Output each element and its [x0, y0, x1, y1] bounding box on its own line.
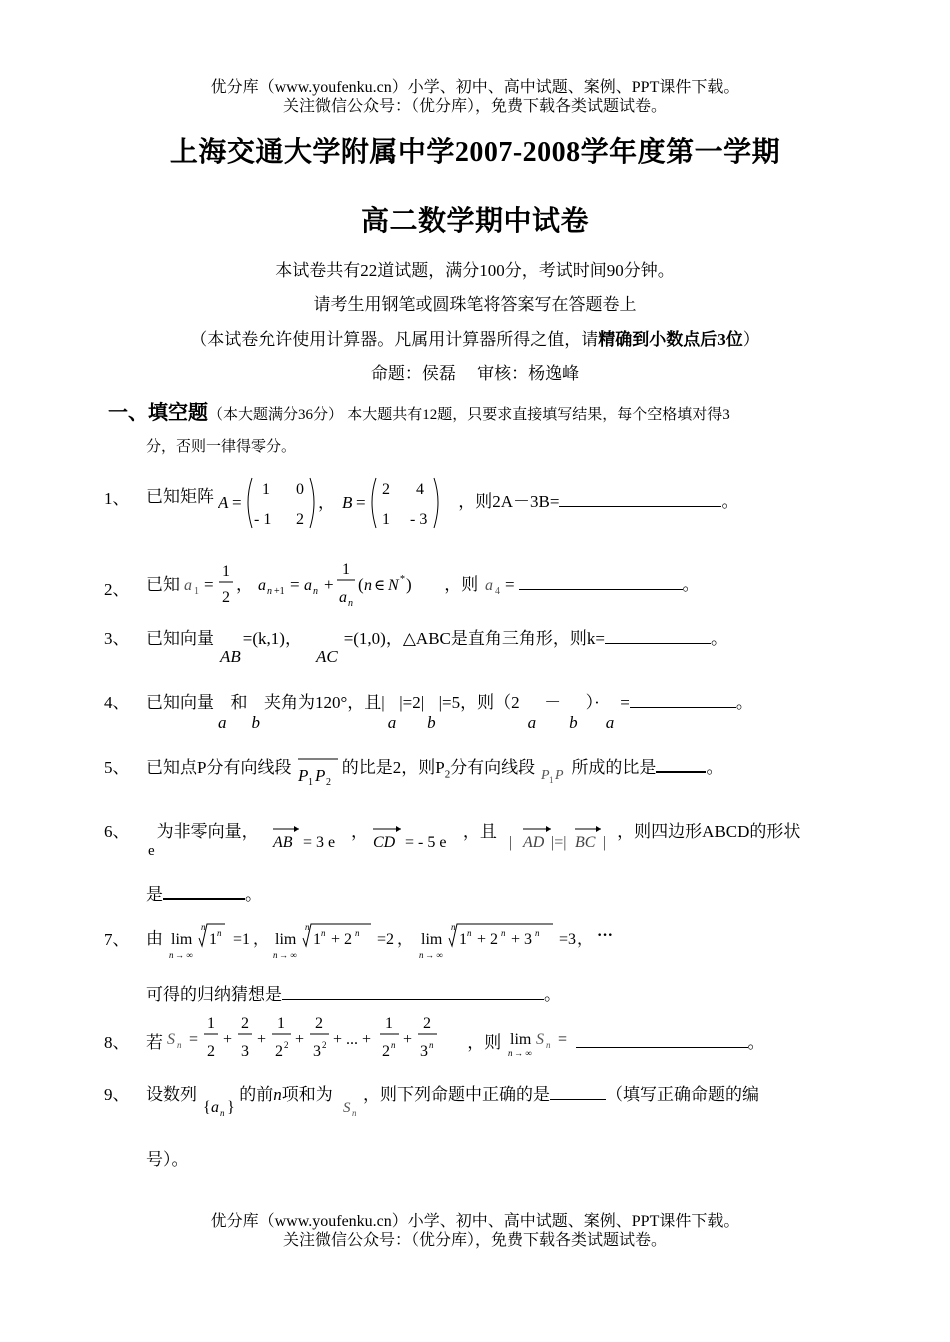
- q7-limits: [167, 914, 647, 964]
- q5-segment-pp1: [539, 753, 571, 793]
- q3-b: =(k,1)，: [242, 629, 302, 648]
- svg-text:1: 1: [194, 586, 200, 597]
- header-line-1: 优分库（www.youfenku.cn）小学、初中、高中试题、案例、PPT课件下载。: [210, 79, 740, 96]
- exam-authors: 命题：侯磊 审核：杨逸峰: [370, 364, 580, 383]
- exam-info-line-2: 请考生用钢笔或圆珠笔将答案写在答题卷上: [313, 295, 637, 314]
- svg-text:2: 2: [296, 511, 305, 528]
- q9-line-2: 号）。: [146, 1150, 189, 1169]
- q9-text: [146, 1080, 759, 1120]
- svg-text:n: n: [535, 928, 540, 938]
- q6-number: 6、: [104, 822, 130, 841]
- svg-text:=2: =2: [377, 931, 395, 948]
- q6-vec-e: e: [148, 843, 155, 859]
- svg-text:n: n: [364, 577, 373, 594]
- q2-text: [146, 558, 700, 614]
- svg-text:|: |: [509, 834, 513, 851]
- q1-answer-blank[interactable]: [559, 506, 721, 507]
- q6-text: [146, 817, 800, 861]
- q5-lead: 已知点P分有向线段: [146, 758, 292, 777]
- svg-text:lim: lim: [275, 931, 297, 948]
- page-subtitle: 高二数学期中试卷: [360, 206, 589, 237]
- q4-vec-a-2: a: [387, 713, 397, 732]
- svg-text:1: 1: [385, 1015, 394, 1032]
- q9-b: 的前: [239, 1085, 274, 1104]
- q9-n: n: [273, 1085, 282, 1104]
- q3-text: [146, 624, 728, 666]
- q5-d: 所成的比是: [571, 758, 657, 777]
- svg-text:S: S: [167, 1031, 176, 1048]
- q1-end: 。: [721, 491, 739, 511]
- svg-text:= - 5 e: = - 5 e: [404, 834, 447, 851]
- q5-sub-2: 2: [444, 768, 451, 781]
- q3-answer-blank[interactable]: [605, 643, 711, 644]
- svg-text:2: 2: [322, 1040, 327, 1050]
- svg-text:- 1: - 1: [254, 511, 272, 528]
- q3-vector-ac: AC: [315, 647, 338, 666]
- svg-text:2: 2: [382, 481, 391, 498]
- q4-end: 。: [735, 693, 753, 712]
- q4-text: [146, 688, 753, 732]
- svg-text:3: 3: [241, 1043, 250, 1060]
- svg-text:2: 2: [207, 1043, 216, 1060]
- q3-vector-ab: AB: [220, 647, 241, 666]
- svg-text:n: n: [220, 1108, 225, 1118]
- q2-formula: [184, 558, 444, 614]
- q2-answer-blank[interactable]: [519, 589, 683, 590]
- svg-text:= 3 e: = 3 e: [302, 834, 336, 851]
- svg-text:n: n: [507, 1048, 512, 1058]
- q1-tail: ，则2A－3B=: [458, 491, 560, 511]
- svg-text:n: n: [391, 1040, 396, 1050]
- svg-text:=: =: [204, 575, 214, 594]
- svg-text:P: P: [297, 766, 309, 785]
- svg-text:n: n: [201, 922, 206, 932]
- svg-text:n: n: [451, 922, 456, 932]
- svg-text:2: 2: [325, 777, 331, 788]
- svg-text:n: n: [169, 950, 174, 960]
- q6-line2: 是: [146, 885, 163, 904]
- q7-lead: 由: [146, 929, 163, 948]
- svg-text:∈: ∈: [374, 576, 386, 594]
- exam-info-line-1: 本试卷共有22道试题，满分100分，考试时间90分钟。: [275, 261, 675, 280]
- svg-text:+ 2: + 2: [331, 931, 353, 948]
- q4-vec-b-1: b: [251, 713, 260, 732]
- svg-text:→ ∞: → ∞: [513, 1048, 532, 1058]
- svg-text:+ ... +: + ... +: [333, 1031, 372, 1048]
- svg-text:n: n: [352, 1108, 357, 1118]
- svg-text:n: n: [355, 928, 360, 938]
- q4-answer-blank[interactable]: [630, 707, 736, 708]
- svg-text:2: 2: [275, 1043, 284, 1060]
- info-line-3-a: （本试卷允许使用计算器。凡属用计算器所得之值，请: [190, 330, 599, 349]
- q7-number: 7、: [104, 930, 130, 949]
- svg-text:- 3: - 3: [410, 511, 428, 528]
- svg-text:(: (: [358, 575, 364, 594]
- svg-text:S: S: [535, 1031, 544, 1048]
- svg-text:n: n: [305, 922, 310, 932]
- q8-lead: 若: [146, 1033, 163, 1052]
- svg-text:，: ，: [236, 575, 254, 594]
- svg-text:*: *: [400, 574, 406, 585]
- svg-text:P: P: [314, 766, 326, 785]
- q7-line-2: [146, 980, 561, 1005]
- svg-text:=: =: [557, 1031, 567, 1048]
- q5-segment-p1p2: [296, 751, 342, 791]
- section-1-desc-1: 本大题共有12题，只要求直接填写结果，每个空格填对得3: [347, 407, 730, 423]
- svg-text:a: a: [304, 577, 313, 594]
- q1-matrices: [218, 472, 458, 534]
- q9-c: 项和为: [281, 1085, 333, 1104]
- svg-text:2: 2: [284, 1040, 289, 1050]
- svg-text:n: n: [313, 586, 319, 597]
- exam-info-line-3: [0, 325, 950, 350]
- q1-text: [146, 472, 738, 534]
- svg-text:AD: AD: [523, 834, 545, 851]
- svg-text:1: 1: [209, 931, 218, 948]
- q5-number: 5、: [104, 758, 130, 777]
- svg-text:4: 4: [494, 586, 500, 597]
- svg-text:lim: lim: [421, 931, 443, 948]
- svg-text:2: 2: [382, 1043, 391, 1060]
- q8-text: [146, 1012, 765, 1068]
- svg-text:n: n: [348, 598, 354, 609]
- svg-text:|: |: [603, 834, 607, 851]
- q4-vec-b-2: b: [427, 713, 436, 732]
- q3-lead: 已知向量: [146, 629, 214, 648]
- q3-c: =(1,0)，△ABC是直角三角形，则k=: [343, 629, 605, 648]
- q8-number: 8、: [104, 1033, 130, 1052]
- q9-answer-blank[interactable]: [550, 1099, 606, 1100]
- q7-end: 。: [544, 985, 561, 1004]
- q6-formula-ad-bc: [501, 817, 617, 861]
- footer-line-1: 优分库（www.youfenku.cn）小学、初中、高中试题、案例、PPT课件下载。: [210, 1213, 740, 1230]
- svg-text:+: +: [295, 1031, 305, 1048]
- svg-text:BC: BC: [575, 834, 596, 851]
- q9-d: ，则下列命题中正确的是: [363, 1085, 550, 1104]
- svg-text:n: n: [273, 950, 278, 960]
- svg-text:2: 2: [222, 589, 231, 606]
- q5-c: 分有向线段: [450, 758, 536, 777]
- q4-number: 4、: [104, 693, 130, 712]
- q4-h: =: [620, 693, 630, 712]
- svg-text:+ 3: + 3: [511, 931, 533, 948]
- svg-text:，: ，: [253, 931, 270, 948]
- q6-line-2: [146, 880, 262, 905]
- svg-text:a: a: [211, 1099, 220, 1116]
- svg-text:S: S: [343, 1100, 351, 1116]
- svg-text:n: n: [267, 586, 273, 597]
- svg-text:a: a: [339, 589, 348, 606]
- svg-text:2: 2: [315, 1015, 324, 1032]
- svg-text:→ ∞: → ∞: [279, 950, 297, 960]
- svg-text:n: n: [501, 928, 506, 938]
- svg-text:1: 1: [382, 511, 391, 528]
- q4-d: |=2|: [399, 693, 425, 712]
- svg-text:): ): [406, 575, 412, 594]
- q4-b: 和: [230, 693, 248, 712]
- svg-text:→ ∞: → ∞: [175, 950, 193, 960]
- q7-answer-blank[interactable]: [282, 999, 544, 1000]
- q8-tail: ，则: [467, 1033, 502, 1052]
- svg-text:n: n: [321, 928, 326, 938]
- q6-b: ，且: [462, 822, 497, 841]
- svg-text:，: ，: [397, 931, 414, 948]
- q2-number: 2、: [104, 580, 130, 599]
- q9-seq-an: [201, 1080, 239, 1120]
- svg-text:=3: =3: [559, 931, 577, 948]
- q7-text: [146, 914, 647, 964]
- svg-text:3: 3: [313, 1043, 322, 1060]
- q2-end: 。: [682, 574, 700, 594]
- q4-c: 夹角为120°，且|: [264, 693, 385, 712]
- svg-text:0: 0: [296, 481, 305, 498]
- svg-text:→ ∞: → ∞: [425, 950, 443, 960]
- svg-text:a: a: [184, 577, 193, 594]
- svg-text:1: 1: [262, 481, 271, 498]
- svg-text:n: n: [429, 1040, 434, 1050]
- q6-a: 为非零向量，: [156, 822, 259, 841]
- q3-number: 3、: [104, 629, 130, 648]
- svg-text:n: n: [545, 1040, 550, 1050]
- page-title: 上海交通大学附属中学2007-2008学年度第一学期: [169, 137, 781, 168]
- q2-a4: [483, 558, 519, 614]
- q9-e: （填写正确命题的编: [606, 1085, 759, 1104]
- svg-text:P: P: [541, 768, 550, 783]
- q9-sn: [337, 1080, 363, 1120]
- svg-text:+: +: [403, 1031, 413, 1048]
- svg-text:n: n: [177, 1040, 182, 1050]
- svg-text:|=|: |=|: [551, 834, 567, 851]
- svg-text:n: n: [217, 928, 222, 938]
- q8-end: 。: [747, 1033, 765, 1052]
- q2-lead: 已知: [146, 574, 180, 594]
- q5-answer-blank[interactable]: [656, 771, 706, 773]
- info-line-3-bold: 精确到小数点后3位: [598, 330, 743, 349]
- svg-text:1: 1: [342, 561, 351, 578]
- q4-vec-b-3: b: [569, 713, 578, 732]
- q2-tail: ，则: [444, 574, 479, 594]
- q1-lead: 已知矩阵: [146, 487, 214, 506]
- q4-vec-a-1: a: [218, 713, 227, 732]
- q7-line2: 可得的归纳猜想是: [146, 985, 282, 1004]
- svg-text:{: {: [203, 1099, 211, 1116]
- q5-text: [146, 753, 723, 793]
- q4-vec-a-4: a: [605, 713, 615, 732]
- svg-text:a: a: [484, 577, 493, 594]
- q6-formula-ab-cd: [263, 817, 463, 861]
- svg-text:1: 1: [313, 931, 322, 948]
- svg-text:···: ···: [597, 927, 614, 944]
- q6-answer-blank[interactable]: [163, 898, 245, 900]
- q8-limit: [506, 1012, 576, 1068]
- q3-end: 。: [710, 629, 728, 648]
- svg-text:=: =: [189, 1031, 199, 1048]
- svg-text:1: 1: [222, 563, 231, 580]
- svg-text:N: N: [388, 577, 399, 594]
- info-line-3-c: ）: [742, 330, 760, 349]
- svg-text:+: +: [257, 1031, 267, 1048]
- svg-text:}: }: [227, 1099, 235, 1116]
- svg-text:A: A: [218, 493, 229, 512]
- svg-text:lim: lim: [171, 931, 193, 948]
- svg-text:2: 2: [423, 1015, 432, 1032]
- svg-text:+ 2: + 2: [477, 931, 499, 948]
- q6-c: ，则四边形ABCD的形状: [617, 822, 801, 841]
- q5-end: 。: [706, 758, 724, 777]
- q4-f: －: [544, 693, 562, 712]
- svg-text:1: 1: [207, 1015, 216, 1032]
- svg-text:CD: CD: [372, 834, 396, 851]
- svg-text:1: 1: [549, 775, 554, 785]
- svg-text:a: a: [258, 577, 267, 594]
- q4-vec-a-3: a: [527, 713, 537, 732]
- svg-text:2: 2: [241, 1015, 250, 1032]
- svg-text:AB: AB: [272, 834, 293, 851]
- section-1-note: （本大题满分36分）: [208, 407, 344, 423]
- q4-lead: 已知向量: [146, 693, 214, 712]
- svg-text:4: 4: [416, 481, 425, 498]
- svg-text:=1: =1: [233, 931, 251, 948]
- q5-b: 的比是2，则P: [341, 758, 445, 777]
- svg-text:=: =: [290, 575, 300, 594]
- svg-text:，: ，: [318, 493, 336, 512]
- svg-text:n: n: [419, 950, 424, 960]
- section-1-title: 一、填空题: [108, 402, 208, 424]
- svg-text:1: 1: [307, 777, 313, 788]
- q9-lead: 设数列: [146, 1085, 197, 1104]
- svg-text:+: +: [223, 1031, 233, 1048]
- q1-number: 1、: [104, 489, 130, 508]
- header-line-2: 关注微信公众号：（优分库），免费下载各类试题试卷。: [282, 98, 667, 115]
- svg-text:=: =: [356, 493, 366, 512]
- q4-e: |=5，则（2: [438, 693, 520, 712]
- q9-number: 9、: [104, 1085, 130, 1104]
- svg-text:，: ，: [577, 931, 594, 948]
- section-1-desc-2: 分，否则一律得零分。: [146, 439, 297, 455]
- svg-text:+: +: [324, 575, 334, 594]
- svg-text:+1: +1: [274, 586, 285, 597]
- q8-sum-formula: [167, 1012, 467, 1068]
- footer-line-2: 关注微信公众号：（优分库），免费下载各类试题试卷。: [282, 1232, 667, 1249]
- q4-g: ）·: [585, 693, 600, 712]
- q6-end: 。: [245, 885, 262, 904]
- svg-text:1: 1: [459, 931, 468, 948]
- svg-text:n: n: [467, 928, 472, 938]
- svg-text:，: ，: [350, 822, 368, 841]
- q8-answer-blank[interactable]: [576, 1047, 748, 1048]
- svg-text:3: 3: [420, 1043, 429, 1060]
- section-1-heading: [108, 396, 858, 425]
- svg-text:lim: lim: [509, 1031, 531, 1048]
- svg-text:=: =: [232, 493, 242, 512]
- svg-text:=: =: [504, 575, 515, 594]
- svg-text:P: P: [555, 768, 564, 783]
- svg-text:1: 1: [277, 1015, 286, 1032]
- svg-text:B: B: [342, 493, 353, 512]
